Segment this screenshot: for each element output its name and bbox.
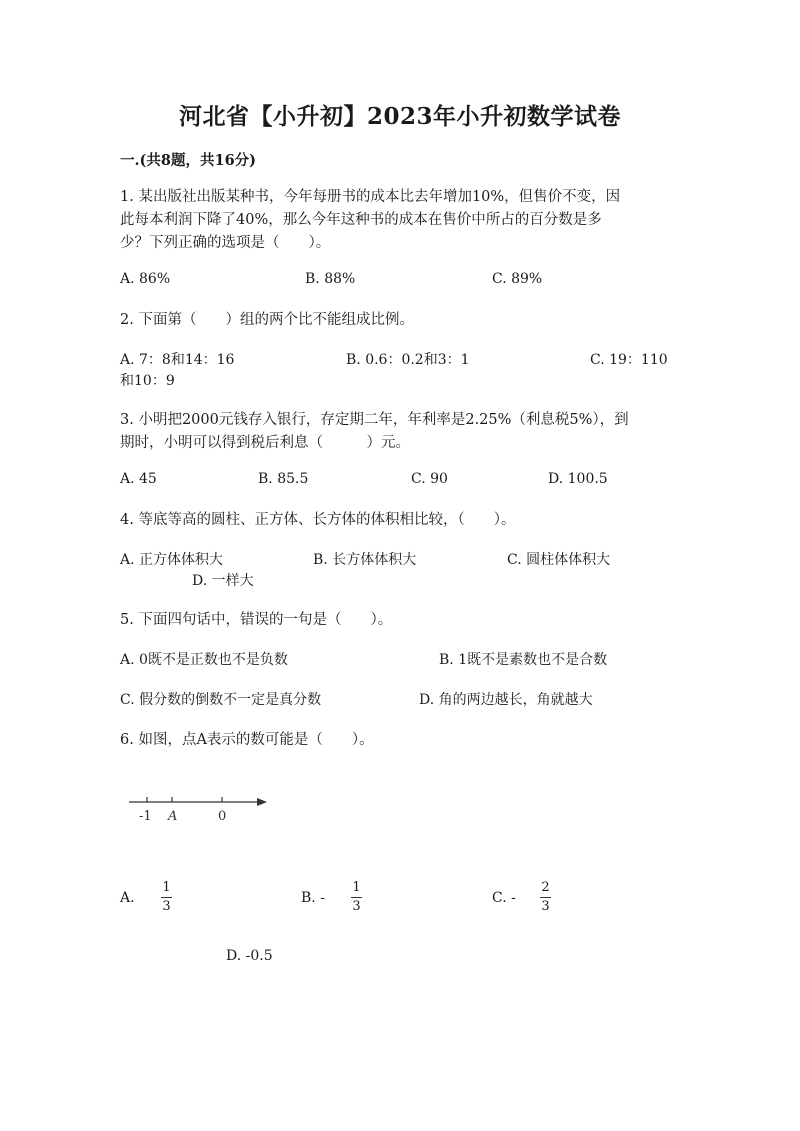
question-5-option-d: D. 角的两边越长，角就越大	[419, 692, 593, 708]
number-line-figure	[125, 792, 275, 826]
question-6-option-d: D. -0.5	[226, 948, 273, 964]
question-1-option-b: B. 88%	[305, 271, 356, 287]
question-3-option-d: D. 100.5	[548, 471, 608, 487]
question-5-option-c: C. 假分数的倒数不一定是真分数	[120, 692, 322, 708]
question-3-line-1: 3. 小明把2000元钱存入银行，存定期二年，年利率是2.25%（利息税5%），到	[120, 412, 629, 428]
question-1-option-a: A. 86%	[120, 271, 171, 287]
question-2-option-c-continued: 和10：9	[120, 373, 175, 389]
section-heading: 一.(共8题，共16分)	[120, 152, 257, 169]
question-6-option-c-prefix: C. -	[492, 890, 516, 906]
question-2-option-a: A. 7：8和14：16	[120, 352, 235, 368]
question-2-stem: 2. 下面第（ ）组的两个比不能组成比例。	[120, 312, 414, 328]
question-1-line-3: 少？下列正确的选项是（ ）。	[120, 235, 331, 251]
question-4-option-a: A. 正方体体积大	[120, 552, 224, 568]
question-4-option-c: C. 圆柱体体积大	[507, 552, 611, 568]
question-2-option-b: B. 0.6：0.2和3：1	[346, 352, 470, 368]
fraction-denominator: 3	[541, 899, 550, 914]
fraction-denominator: 3	[162, 899, 171, 914]
fraction-denominator: 3	[352, 899, 361, 914]
fraction-bar	[540, 897, 551, 898]
question-3-option-c: C. 90	[411, 471, 448, 487]
question-3-line-2: 期时，小明可以得到税后利息（ ）元。	[120, 435, 410, 451]
label-a: A	[168, 809, 178, 824]
question-5-option-b: B. 1既不是素数也不是合数	[439, 652, 608, 668]
question-1-option-c: C. 89%	[492, 271, 543, 287]
question-1-line-2: 此每本利润下降了40%，那么今年这种书的成本在售价中所占的百分数是多	[120, 212, 602, 228]
question-4-stem: 4. 等底等高的圆柱、正方体、长方体的体积相比较，（ ）。	[120, 512, 516, 528]
fraction-numerator: 1	[352, 880, 361, 895]
question-4-option-d: D. 一样大	[192, 573, 254, 589]
question-6-option-b-fraction	[351, 881, 362, 914]
question-3-option-a: A. 45	[120, 471, 157, 487]
question-6-option-a-prefix: A.	[120, 890, 135, 906]
question-5-option-a: A. 0既不是正数也不是负数	[120, 652, 288, 668]
question-6-option-b-prefix: B. -	[301, 890, 325, 906]
question-1-line-1: 1. 某出版社出版某种书，今年每册书的成本比去年增加10%，但售价不变，因	[120, 189, 621, 205]
question-5-stem: 5. 下面四句话中，错误的一句是（ ）。	[120, 612, 393, 628]
number-line-arrow	[257, 798, 267, 806]
fraction-bar	[351, 897, 362, 898]
question-6-stem: 6. 如图，点A表示的数可能是（ ）。	[120, 732, 374, 748]
question-6-option-c-fraction	[540, 881, 551, 914]
exam-title: 河北省【小升初】2023年小升初数学试卷	[178, 103, 621, 130]
fraction-numerator: 1	[162, 880, 171, 895]
fraction-numerator: 2	[541, 880, 550, 895]
fraction-bar	[161, 897, 172, 898]
label-zero: 0	[218, 809, 227, 824]
question-3-option-b: B. 85.5	[258, 471, 309, 487]
question-4-option-b: B. 长方体体积大	[313, 552, 417, 568]
question-3	[120, 409, 629, 455]
label-minus-one: -1	[139, 809, 152, 824]
question-2-option-c: C. 19：110	[590, 352, 668, 368]
question-1	[120, 186, 620, 255]
question-6-option-a-fraction	[161, 881, 172, 914]
